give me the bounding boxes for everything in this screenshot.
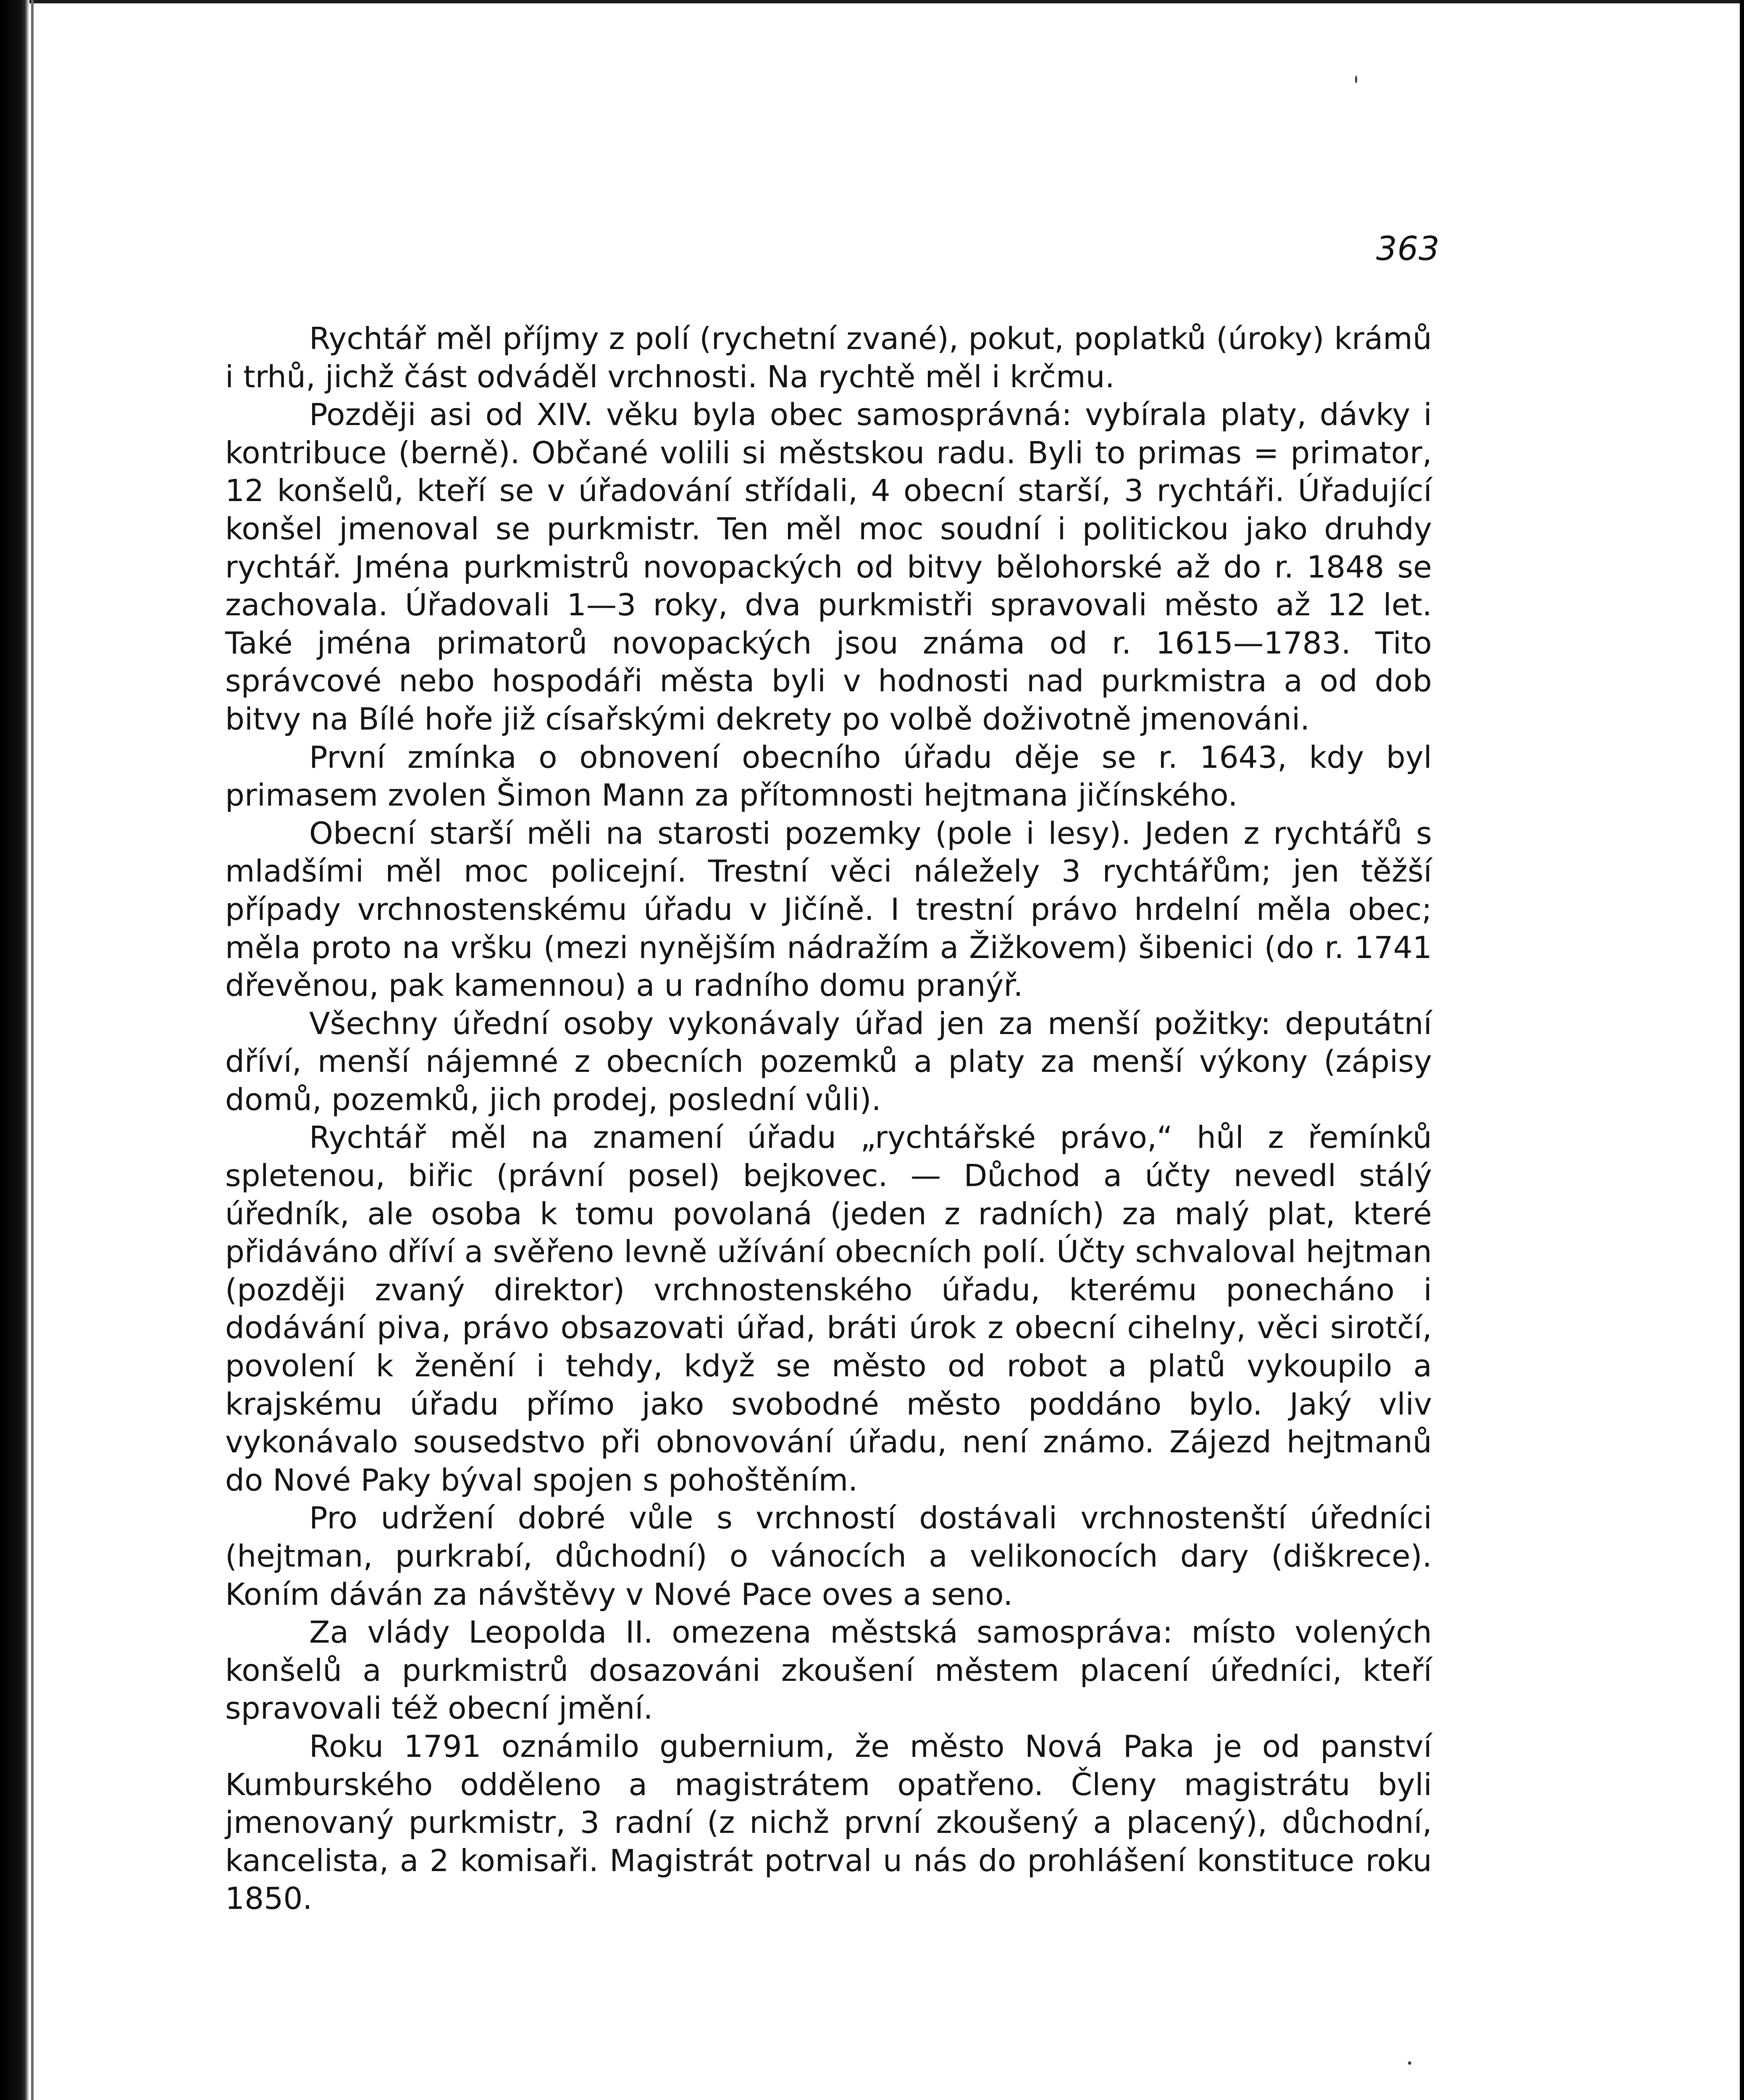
- paragraph: První zmínka o obnovení obecního úřadu děje se r. 1643, kdy byl primasem zvolen Šimon Mann za přítomnosti hejtmana jičínského.: [225, 740, 1432, 814]
- paragraph: Později asi od XIV. věku byla obec samosprávná: vybírala platy, dávky i kontribuce (berně). Občané volili si městskou radu. Byli to primas = primator, 12 konšelů, kteří se v úřadování střídali, 4 obecní starší, 3 rychtáři. Úřadující konšel jmenoval se purkmistr. Ten měl moc soudní i politickou jako druhdy rychtář. Jména purkmistrů novopackých od bitvy bělohorské až do r. 1848 se zachovala. Úřadovali 1—3 roky, dva purkmistři spravovali město až 12 let. Také jména primatorů novopackých jsou známa od r. 1615—1783. Tito správcové nebo hospodáři města byli v hodnosti nad purkmistra a od dob bitvy na Bílé hoře již císařskými dekrety po volbě doživotně jmenováni.: [225, 397, 1432, 737]
- paragraph: Za vlády Leopolda II. omezena městská samospráva: místo volených konšelů a purkmistrů dosazováni zkoušení městem placení úředníci, kteří spravovali též obecní jmění.: [225, 1615, 1432, 1727]
- paragraph: Rychtář měl příjmy z polí (rychetní zvané), pokut, poplatků (úroky) krámů i trhů, jichž část odváděl vrchnosti. Na rychtě měl i krčmu.: [225, 321, 1432, 395]
- right-scan-edge: [1740, 0, 1744, 2100]
- paragraph: Obecní starší měli na starosti pozemky (pole i lesy). Jeden z rychtářů s mladšími měl moc policejní. Trestní věci náležely 3 rychtářům; jen těžší případy vrchnostenskému úřadu v Jičíně. I trestní právo hrdelní měla obec; měla proto na vršku (mezi nynějším nádražím a Žižkovem) šibenici (do r. 1741 dřevěnou, pak kamennou) a u radního domu pranýř.: [225, 816, 1432, 1004]
- dust-speck: [1408, 2061, 1411, 2065]
- paragraph: Roku 1791 oznámilo gubernium, že město Nová Paka je od panství Kumburského odděleno a magistrátem opatřeno. Členy magistrátu byli jmenovaný purkmistr, 3 radní (z nichž první zkoušený a placený), důchodní, kancelista, a 2 komisaři. Magistrát potrval u nás do prohlášení konstituce roku 1850.: [225, 1729, 1432, 1917]
- book-binding-shadow: [0, 0, 29, 2100]
- paragraph: Všechny úřední osoby vykonávaly úřad jen za menší požitky: deputátní dříví, menší nájemné z obecních pozemků a platy za menší výkony (zápisy domů, pozemků, jich prodej, poslední vůli).: [225, 1006, 1432, 1118]
- main-text: [225, 320, 1432, 1918]
- paragraph: Rychtář měl na znamení úřadu „rychtářské právo,“ hůl z řemínků spletenou, biřic (právní posel) bejkovec. — Důchod a účty nevedl stálý úředník, ale osoba k tomu povolaná (jeden z radních) za malý plat, které přidáváno dříví a svěřeno levně užívání obecních polí. Účty schvaloval hejtman (později zvaný direktor) vrchnostenského úřadu, kterému ponecháno i dodávání piva, právo obsazovati úřad, bráti úrok z obecní cihelny, věci sirotčí, povolení k ženění i tehdy, když se město od robot a platů vykoupilo a krajskému úřadu přímo jako svobodné město poddáno bylo. Jaký vliv vykonávalo sousedstvo při obnovování úřadu, není známo. Zájezd hejtmanů do Nové Paky býval spojen s pohoštěním.: [225, 1120, 1432, 1498]
- binding-edge-line: [31, 0, 34, 2100]
- paragraph: Pro udržení dobré vůle s vrchností dostávali vrchnostenští úředníci (hejtman, purkrabí, důchodní) o vánocích a velikonocích dary (diškrece). Koním dáván za návštěvy v Nové Pace oves a seno.: [225, 1501, 1432, 1612]
- page-number: 363: [1376, 230, 1440, 268]
- top-scan-edge: [0, 0, 1744, 3]
- dust-speck: [1355, 76, 1357, 83]
